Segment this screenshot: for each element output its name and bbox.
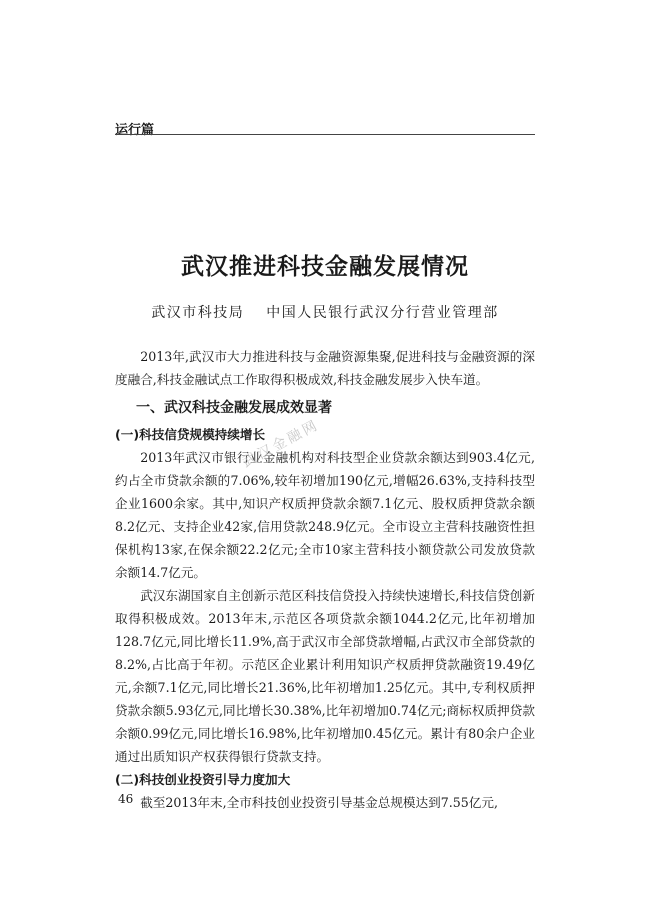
watermark: 武汉金融网 [239,416,323,471]
section-header: 运行篇 [115,123,155,138]
page-number: 46 [118,792,134,806]
section-heading: 一、武汉科技金融发展成效显著 [136,400,332,416]
author-2: 中国人民银行武汉分行营业管理部 [266,305,499,321]
article-body [115,345,535,814]
author-1: 武汉市科技局 [151,305,245,321]
intro-paragraph: 2013年,武汉市大力推进科技与金融资源集聚,促进科技与金融资源的深度融合,科技金融试点工作取得积极成效,科技金融发展步入快车道。 [115,349,535,387]
subsection-heading-2: (二)科技创业投资引导力度加大 [115,772,291,787]
body-paragraph-3: 截至2013年末,全市科技创业投资引导基金总规模达到7.55亿元, [140,795,498,810]
article-title: 武汉推进科技金融发展情况 [181,253,469,280]
body-paragraph-1: 2013年武汉市银行业金融机构对科技型企业贷款余额达到903.4亿元,约占全市贷款余额的7.06%,较年初增加190亿元,增幅26.63%,支持科技型企业1600余家。其中,知识产权质押贷款余额7.1亿元、股权质押贷款余额8.2亿元、支持企业42家,信用贷款248.9亿元。全市设立主营科技融资性担保机构13家,在保余额22.2亿元;全市10家主营科技小额贷款公司发放贷款余额14.7亿元。 [115,450,535,580]
article-authors [0,302,650,322]
body-paragraph-2: 武汉东湖国家自主创新示范区科技信贷投入持续快速增长,科技信贷创新取得积极成效。2013年末,示范区各项贷款余额1044.2亿元,比年初增加128.7亿元,同比增长11.9%,高于武汉市全部贷款增幅,占武汉市全部贷款的8.2%,占比高于年初。示范区企业累计利用知识产权质押贷款融资19.49亿元,余额7.1亿元,同比增长21.36%,比年初增加1.25亿元。其中,专利权质押贷款余额5.93亿元,同比增长30.38%,比年初增加0.74亿元;商标权质押贷款余额0.99亿元,同比增长16.98%,比年初增加0.45亿元。累计有80余户企业通过出质知识产权获得银行贷款支持。 [115,588,535,764]
subsection-heading-1: (一)科技信贷规模持续增长 [115,427,266,442]
header-rule [115,134,535,135]
